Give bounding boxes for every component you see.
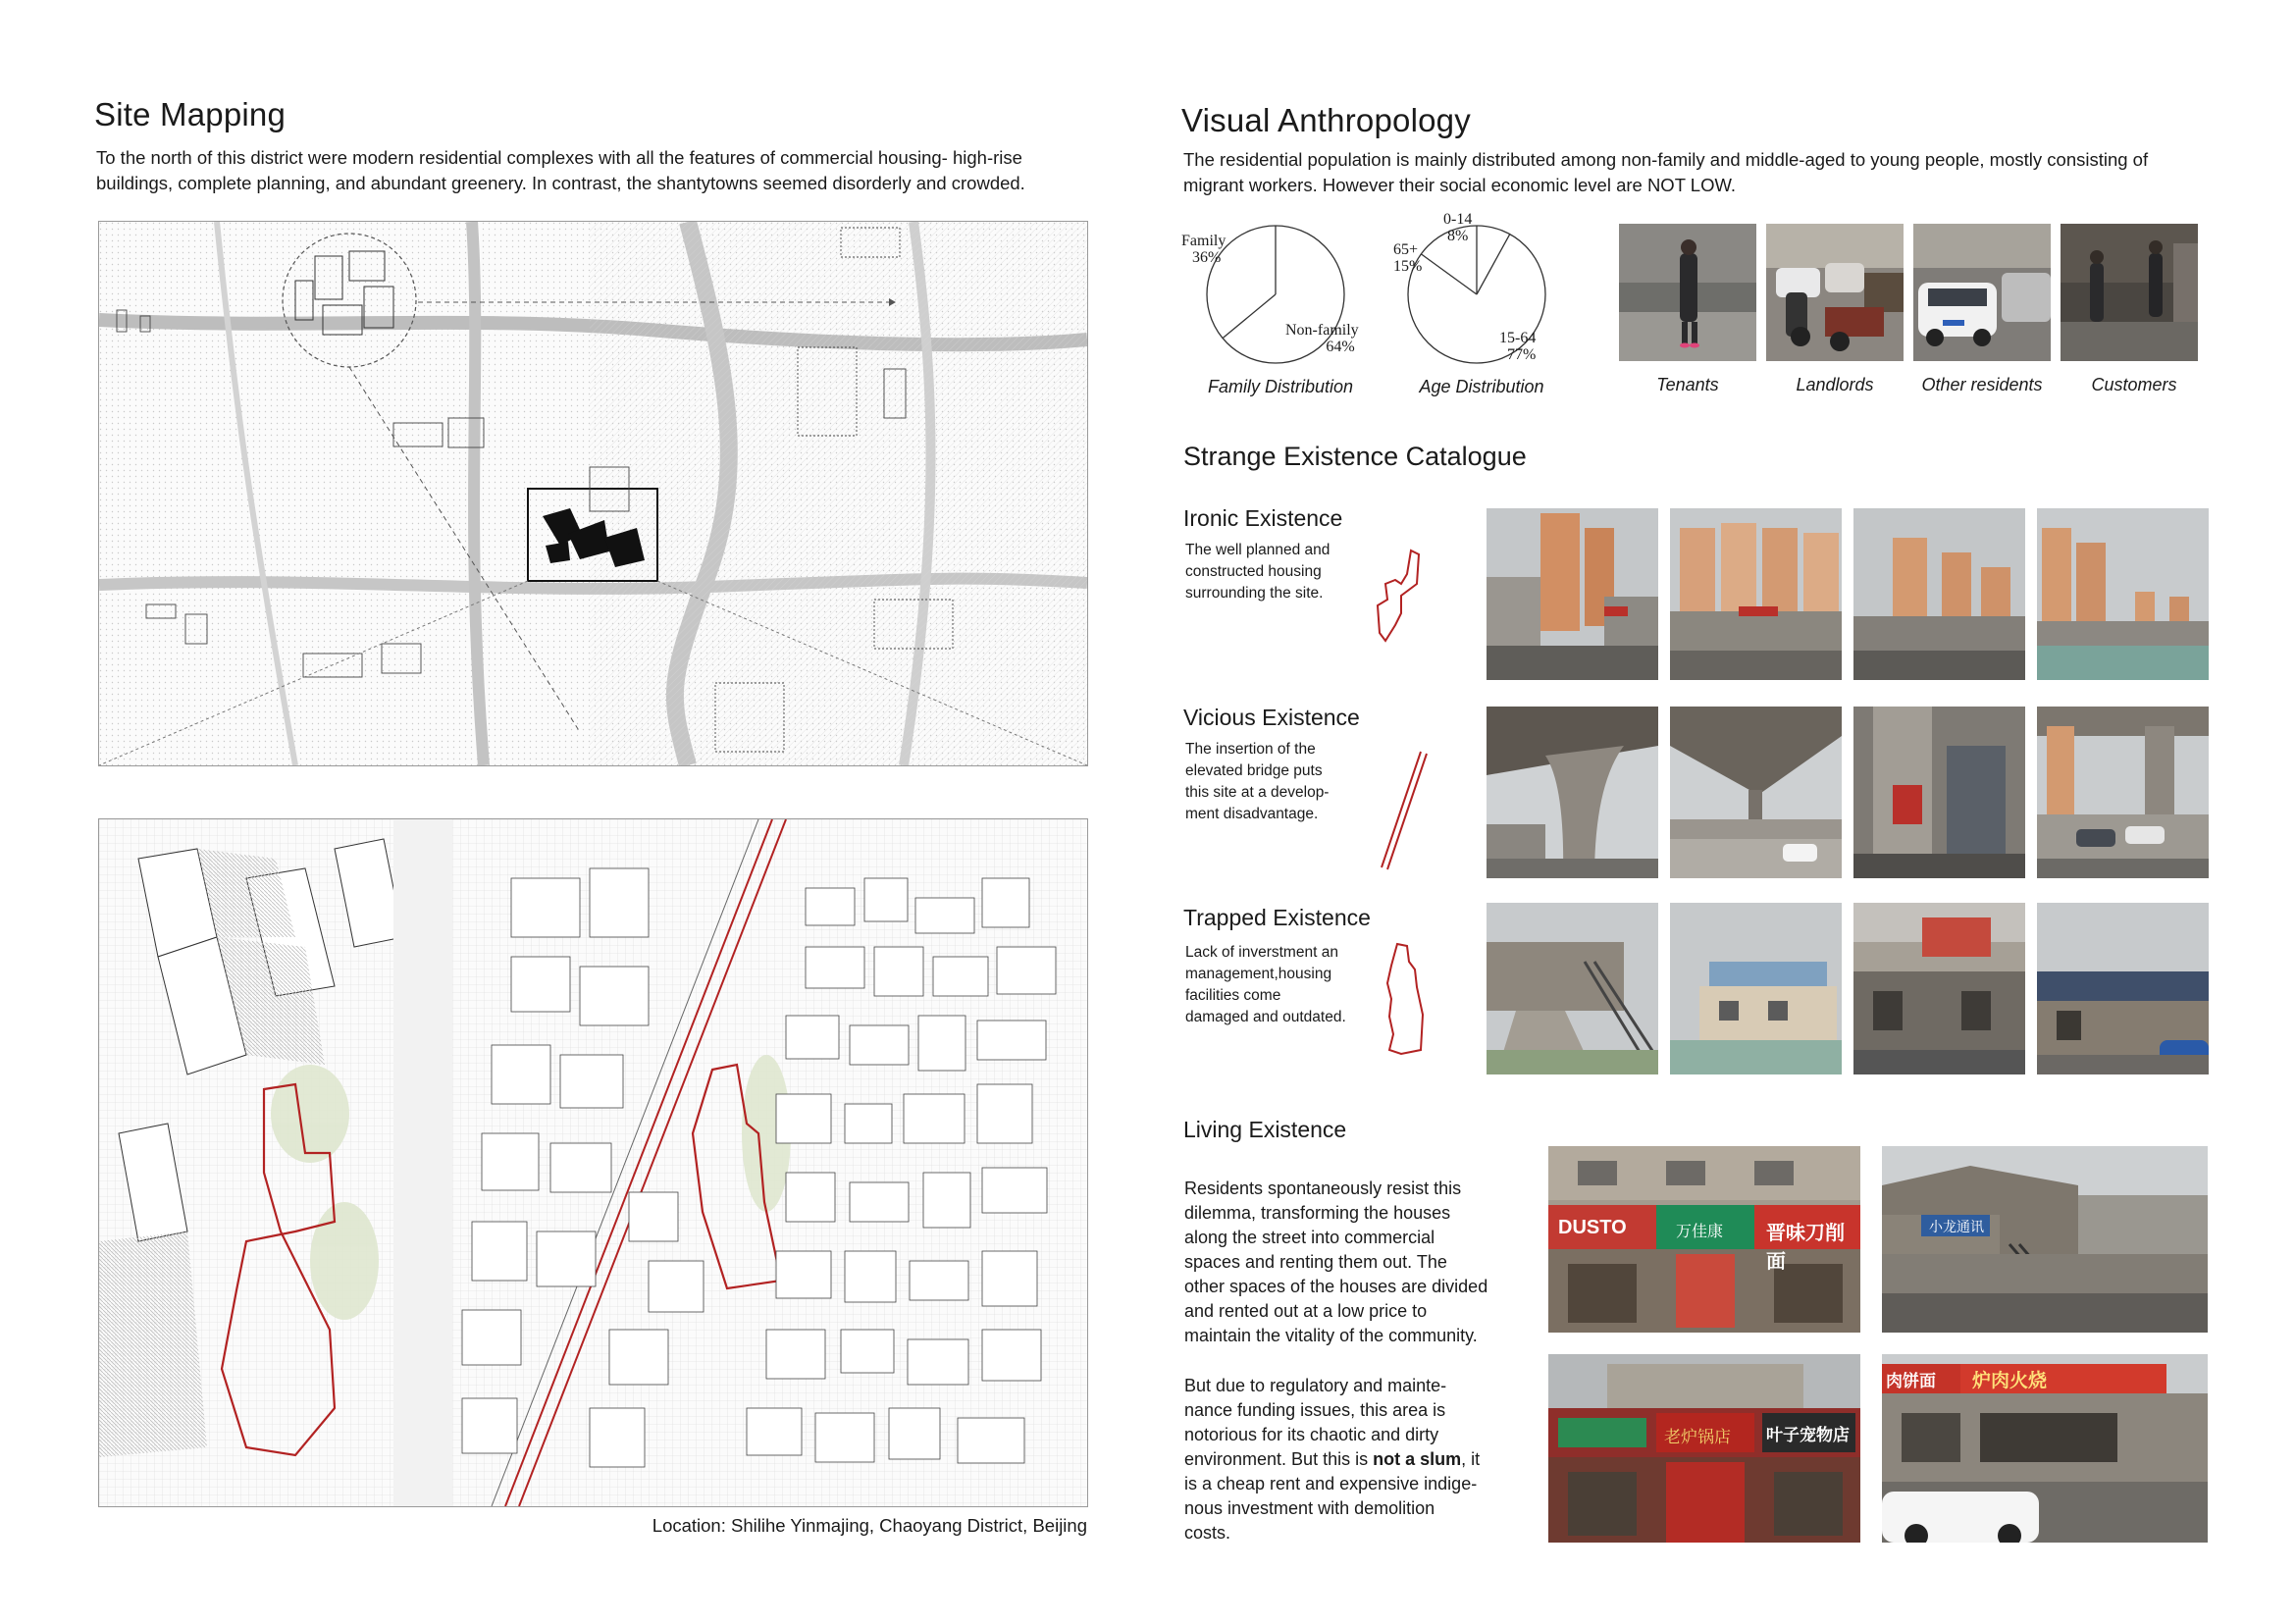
living-existence-paragraph-1 [1184,1177,1518,1348]
vicious-existence-title: Vicious Existence [1183,705,1360,730]
ironic-text-line: constructed housing [1185,563,1322,580]
age-0-14-pct: 8% [1447,228,1469,244]
family-label [1181,233,1226,266]
age-15-64-label [1499,330,1536,363]
living-text-span: it [1471,1449,1481,1469]
detail-map-drawing [99,819,1087,1506]
ironic-photo-1 [1487,508,1658,680]
site-mapping-description: To the north of this district were modern residential complexes with all the features of commercial housing- high-rise buildings, complete planning, and abundant greenery. In contrast, the shantytowns seemed disorderly and crowded. [96,147,1025,193]
ironic-text-line: surrounding the site. [1185,585,1324,602]
age-65-label [1393,241,1422,275]
other-residents-caption: Other residents [1921,375,2043,394]
shop-sign-dusto: DUSTO [1558,1217,1627,1238]
living-existence-title: Living Existence [1183,1117,1347,1142]
age-0-14-name: 0-14 [1443,211,1473,228]
family-chart-caption: Family Distribution [1207,377,1354,396]
shop-sign-laoluguodian: 老炉锅店 [1664,1428,1731,1446]
trapped-text-line: damaged and outdated. [1185,1009,1346,1025]
visual-anthropology-description: The residential population is mainly distributed among non-family and middle-aged to young people, mostly consisting of migrant workers. However their social economic level are NOT LOW. [1183,149,2149,195]
vicious-bridge-outline-icon [1374,746,1433,873]
shop-sign-wanjiakang: 万佳康 [1676,1224,1724,1240]
non-family-label-name: Non-family [1285,322,1359,339]
age-15-64-name: 15-64 [1499,330,1537,346]
living-text-line: notorious for its chaotic and dirty [1184,1425,1439,1444]
ironic-photo-2 [1670,508,1842,680]
vicious-existence-text [1185,739,1329,825]
site-mapping-title: Site Mapping [94,96,287,132]
trapped-existence-text [1185,942,1346,1028]
family-label-pct: 36% [1192,249,1222,266]
living-text-line: is a cheap rent and expensive indige- [1184,1474,1478,1493]
living-text-line: spaces and renting them out. The [1184,1252,1447,1272]
trapped-site-outline-icon [1382,940,1431,1063]
site-detail-map [98,818,1088,1507]
living-photo-restaurant [1882,1354,2208,1543]
age-0-14-label [1443,211,1472,244]
living-existence-paragraph-2 [1184,1374,1518,1545]
trapped-text-line: management,housing [1185,966,1332,982]
shop-sign-yezi: 叶子宠物店 [1766,1426,1850,1444]
living-text-line: nance funding issues, this area is [1184,1400,1446,1420]
site-overview-map [98,221,1088,766]
living-text-line: maintain the vitality of the community. [1184,1326,1478,1345]
vicious-text-line: elevated bridge puts [1185,762,1323,779]
living-text-span: environment. But this is [1184,1449,1374,1469]
customers-photo [2061,224,2198,361]
tenants-photo [1619,224,1756,361]
trapped-photo-1 [1487,903,1658,1074]
vicious-photo-2 [1670,707,1842,878]
ironic-site-outline-icon [1372,545,1431,653]
living-text-line: other spaces of the houses are divided [1184,1277,1488,1296]
trapped-photo-4 [2037,903,2209,1074]
vicious-photo-1 [1487,707,1658,878]
shop-sign-daoxiaomian: 晋味刀削面 [1766,1223,1845,1273]
age-15-64-pct: 77% [1507,346,1537,363]
vicious-text-line: this site at a develop- [1185,784,1330,801]
catalogue-title: Strange Existence Catalogue [1183,442,1527,471]
landlords-caption: Landlords [1796,375,1874,394]
age-65-name: 65+ [1393,241,1419,258]
living-text-line: costs. [1184,1523,1231,1543]
living-text-line [1184,1447,1518,1472]
living-text-line: and rented out at a low price to [1184,1301,1428,1321]
living-text-line: dilemma, transforming the houses [1184,1203,1451,1223]
overview-map-drawing [99,222,1087,765]
family-label-name: Family [1181,233,1226,249]
vicious-text-line: ment disadvantage. [1185,806,1319,822]
customers-caption: Customers [2091,375,2177,394]
living-photo-shops [1548,1354,1860,1543]
vicious-photo-4 [2037,707,2209,878]
ironic-photo-3 [1853,508,2025,680]
shop-sign-luroushaobing: 炉肉火烧 [1972,1371,2048,1391]
ironic-existence-title: Ironic Existence [1183,505,1343,531]
vicious-text-line: The insertion of the [1185,741,1316,758]
not-a-slum-emphasis: not a slum [1373,1449,1462,1469]
ironic-text-line: The well planned and [1185,542,1331,558]
tenants-caption: Tenants [1656,375,1719,394]
living-photo-stairs [1882,1146,2208,1333]
shop-sign-xiaolongtongxun: 小龙通讯 [1929,1219,1984,1234]
age-chart-caption: Age Distribution [1419,377,1544,396]
visual-anthropology-title: Visual Anthropology [1181,102,1471,138]
other-residents-photo [1913,224,2051,361]
living-text-line: But due to regulatory and mainte- [1184,1376,1447,1395]
trapped-photo-3 [1853,903,2025,1074]
ironic-photo-4 [2037,508,2209,680]
trapped-photo-2 [1670,903,1842,1074]
landlords-photo [1766,224,1904,361]
age-65-pct: 15% [1393,258,1423,275]
ironic-existence-text [1185,540,1330,604]
trapped-text-line: facilities come [1185,987,1281,1004]
living-text-line: nous investment with demolition [1184,1498,1435,1518]
trapped-text-line: Lack of inverstment an [1185,944,1338,961]
non-family-label [1285,322,1359,355]
vicious-photo-3 [1853,707,2025,878]
trapped-existence-title: Trapped Existence [1183,905,1371,930]
non-family-label-pct: 64% [1326,339,1355,355]
shop-sign-roubingmian: 肉饼面 [1886,1372,1936,1390]
living-text-span: , [1461,1449,1467,1469]
location-caption: Location: Shilihe Yinmajing, Chaoyang District, Beijing [652,1515,1087,1536]
living-photo-storefronts [1548,1146,1860,1333]
living-text-line: along the street into commercial [1184,1228,1435,1247]
living-text-line: Residents spontaneously resist this [1184,1179,1462,1198]
